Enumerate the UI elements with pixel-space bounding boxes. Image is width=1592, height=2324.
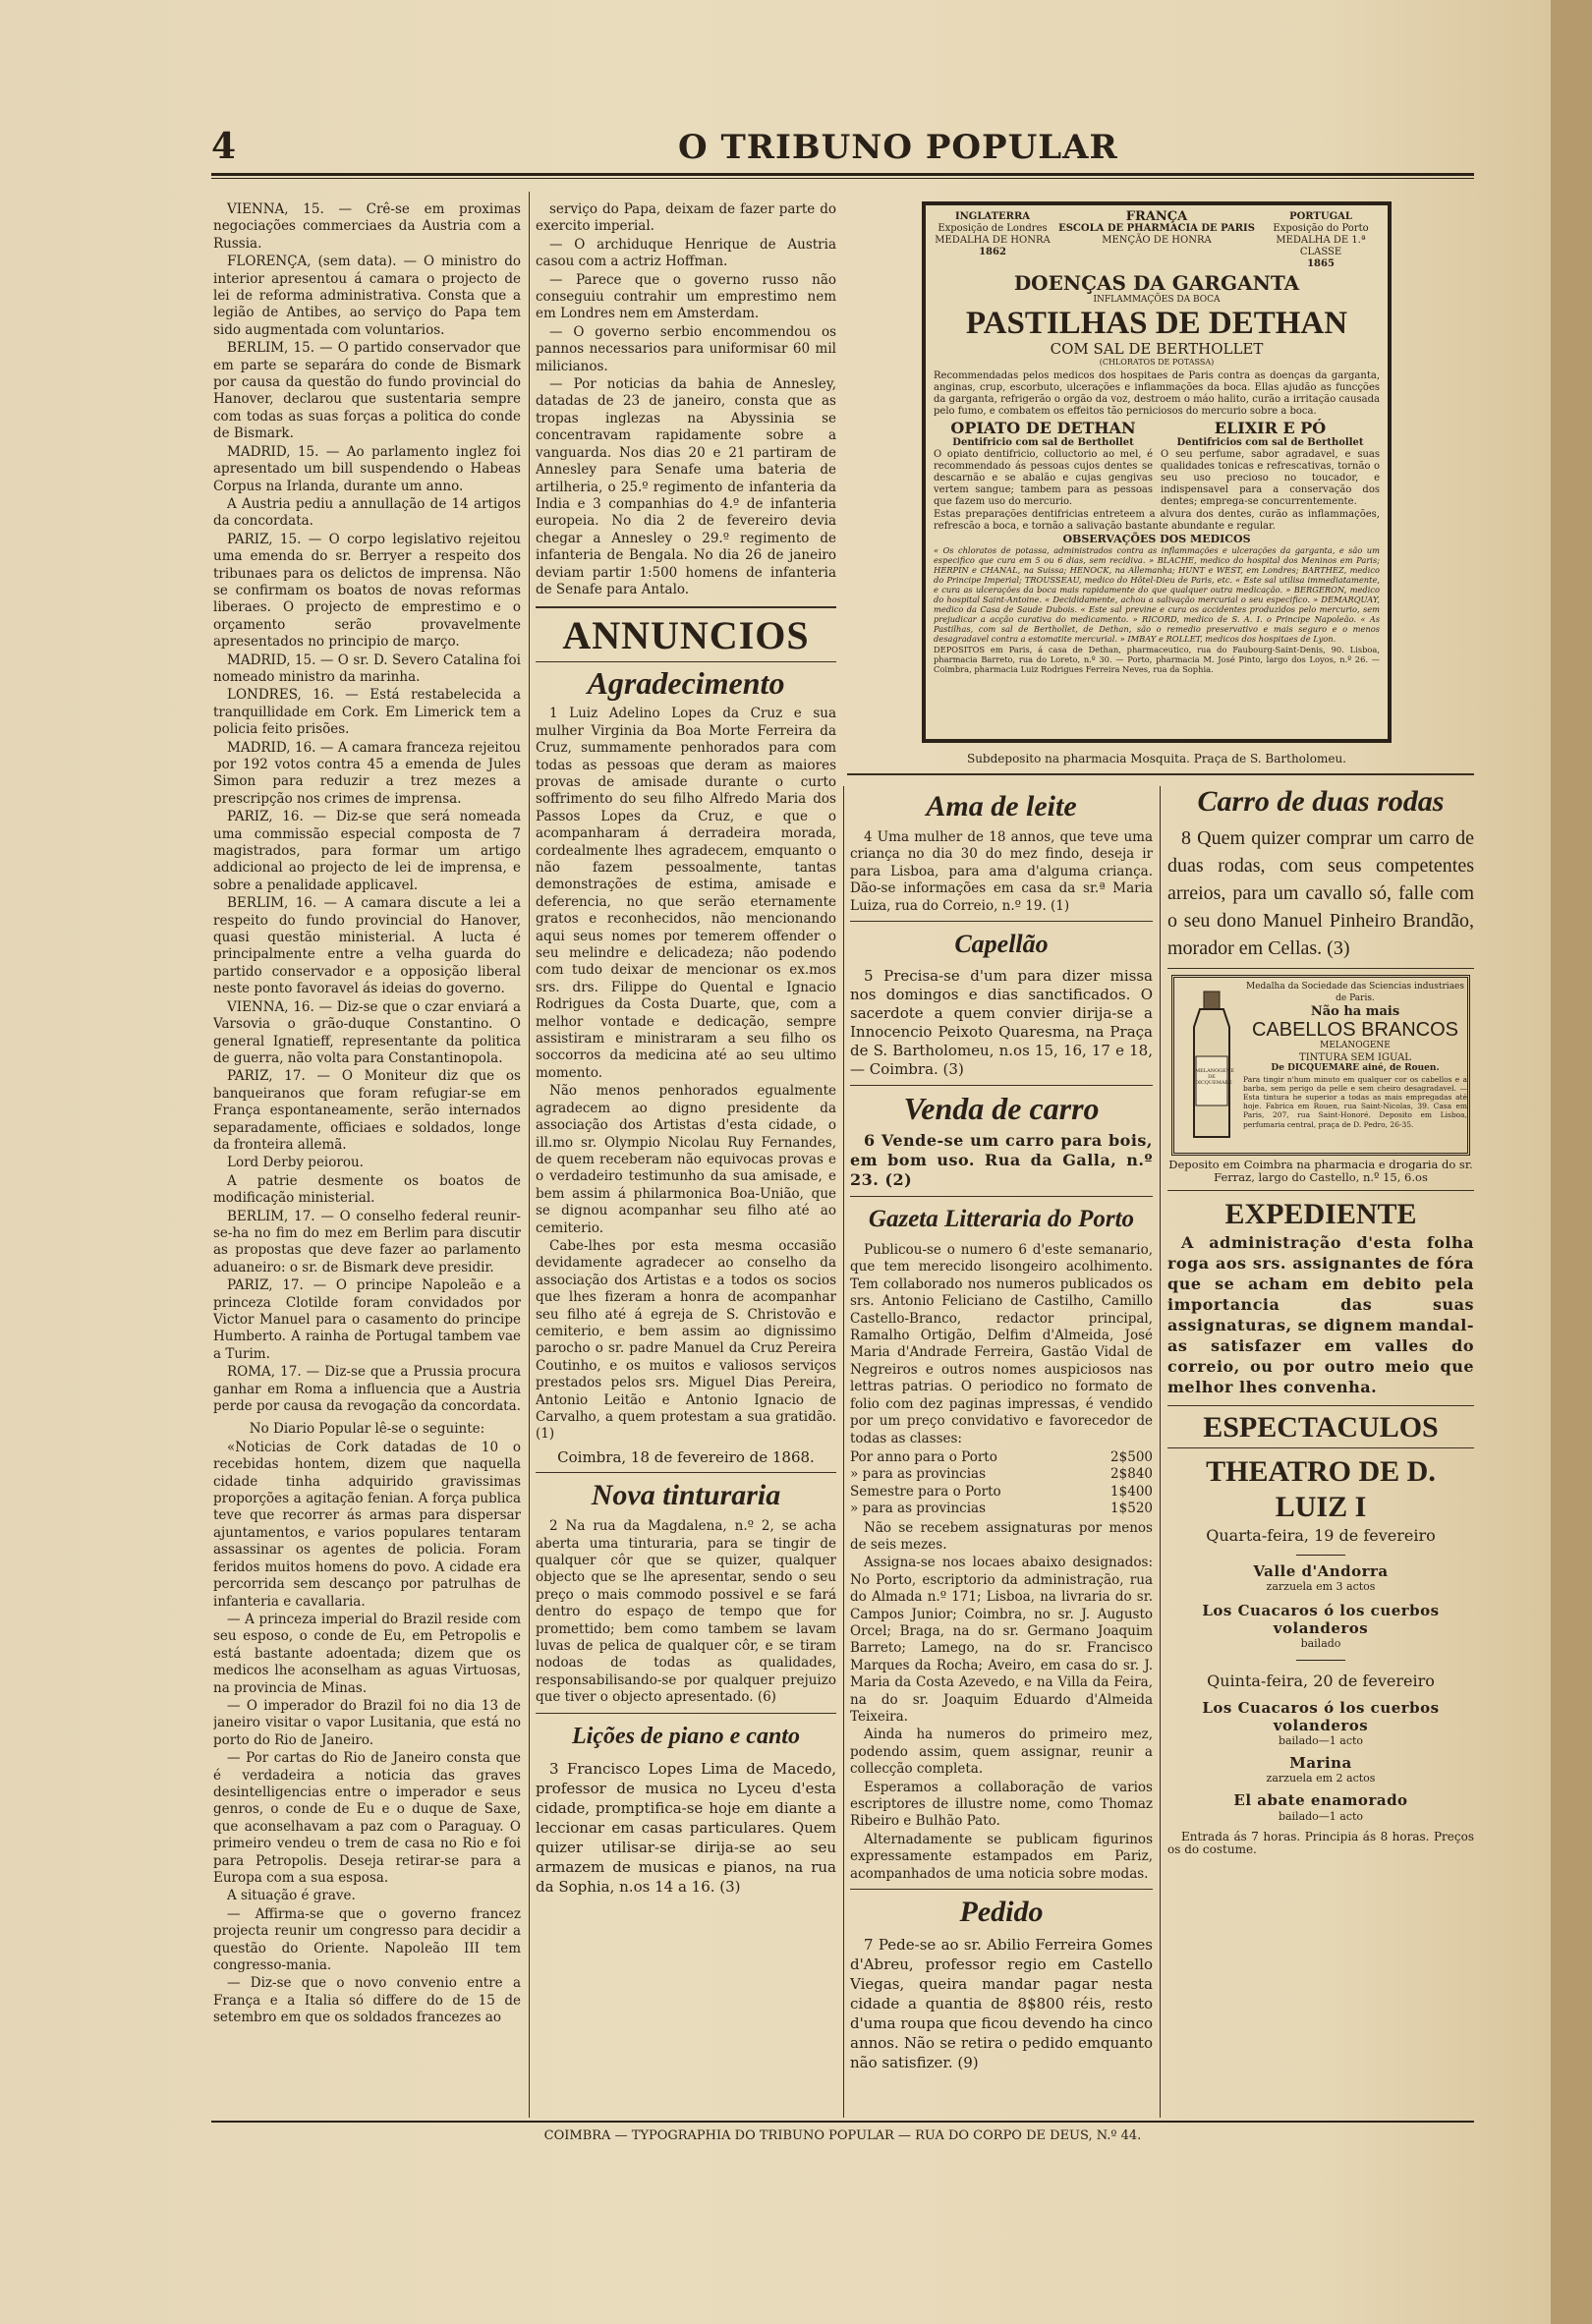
award-year: 1865 (1307, 258, 1335, 269)
show-title: Los Cuacaros ó los cuerbos volanderos (1202, 1699, 1440, 1734)
ad-title-tinturaria: Nova tinturaria (591, 1479, 781, 1512)
opiato-title: OPIATO DE DETHAN (950, 419, 1136, 437)
page-number: 4 (211, 126, 237, 167)
news-item: A situação é grave. (227, 1888, 356, 1904)
diario-excerpt (213, 1440, 521, 2027)
ad-title-capellao: Capellão (954, 930, 1049, 959)
news-item: LONDRES, 16. — Está restabelecida a tranquillidade em Cork. Em Limerick tem a policia feito prisões. (213, 687, 521, 738)
cab-deposito: Deposito em Coimbra na pharmacia e drogaria do sr. Ferraz, largo do Castello, n.º 15, 6.os (1168, 1158, 1473, 1184)
news-item: ROMA, 17. — Diz-se que a Prussia procura ganhar em Roma a influencia que a Austria perde por causa da revogação da concordata. (213, 1364, 521, 1415)
news-item: serviço do Papa, deixam de fazer parte do exercito imperial. (536, 201, 836, 235)
dethan-com-sal: COM SAL DE BERTHOLLET (1050, 340, 1264, 358)
ad-title-carro: Carro de duas rodas (1197, 785, 1445, 818)
section-rule (847, 773, 1474, 775)
price-label: » para as provincias (850, 1501, 987, 1517)
price-row (850, 1501, 1153, 1517)
footer-rule (211, 2121, 1474, 2123)
cabellos-advert (1171, 975, 1470, 1156)
news-item: — Por noticias da bahia de Annesley, datadas de 23 de janeiro, consta que as tropas inglezas na Abyssinia se concentravam rapidamente sobre a vanguarda. Nos dias 20 e 21 partiram de Annesley para Senafe uma bateria de artilheria, o 25.º regimento de infanteria da India e 3 companhias do 4.º de infanteria europeia. No dia 2 de fevereiro devia chegar a Annesley o 29.º regimento de infanteria de Bengala. No dia 26 de janeiro deviam partir 1:500 homens de infanteria de Senafe para Antalo. (536, 376, 836, 597)
ad-paragraph: Ainda ha numeros do primeiro mez, podendo assim, quem assignar, reunir a collecção completa. (850, 1727, 1153, 1778)
footer-imprint: COIMBRA — TYPOGRAPHIA DO TRIBUNO POPULAR — RUA DO CORPO DE DEUS, N.º 44. (543, 2128, 1142, 2143)
show-day: Quarta-feira, 19 de fevereiro (1206, 1526, 1436, 1545)
news-item: FLORENÇA, (sem data). — O ministro do interior apresentou á camara o projecto de lei de reforma administrativa. Consta que a legião de Antibes, ao serviço do Papa tem sido augmentada com voluntarios. (213, 254, 521, 338)
news-item: MADRID, 16. — A camara franceza rejeitou por 192 votos contra 45 a emenda de Jules Simon para reduzir a trez mezes a prescripção nos crimes de imprensa. (213, 739, 521, 807)
elixir-text: O seu perfume, sabor agradavel, e suas qualidades tonicas e refrescativas, tornão o seu uso precioso no toucador, e indispensavel para a conservação dos dentes; emprega-se concurrentemente. (1161, 449, 1380, 507)
section-rule (1167, 1405, 1474, 1406)
dethan-subdeposito: Subdeposito na pharmacia Mosquita. Praça de S. Bartholomeu. (966, 752, 1346, 765)
section-rule (1167, 968, 1474, 969)
entrada-note: Entrada ás 7 horas. Principia ás 8 horas. Preços os do costume. (1167, 1829, 1474, 1856)
show-title: El abate enamorado (1233, 1791, 1408, 1810)
page-edge (1551, 0, 1592, 2324)
ad-paragraph: Cabe-lhes por esta mesma occasião devidamente agradecer ao conselho da associação dos Artistas e a todos os socios que lhes fizeram a honra de acompanhar seu filho até á egreja de S. Christovão e cemiterio, e bem assim ao dignissimo parocho o sr. padre Manuel da Cruz Pereira Coutinho, e os muitos e valiosos serviços prestados pelos srs. Miguel Dias Pereira, Antonio Leitão e Antonio Ignacio de Carvalho, a quem protestam a sua gratidão. (1) (536, 1237, 836, 1443)
ads-column-right (1167, 781, 1474, 2113)
news-item: A patrie desmente os boatos de modificação ministerial. (213, 1172, 521, 1207)
dethan-obs: « Os chloratos de potassa, administrados contra as inflammações e ulcerações da garganta, e são um especifico que cura em 5 ou 6 dias, sem recidiva. » BLACHE, medico do hospital dos Meninos em Paris; HERPIN e CHANAL, na Suissa; HENOCK, na Allemanha; HUNT e WEST, em Londres; BARTHEZ, medico do Principe Imperial; TROUSSEAU, medico do Hôtel-Dieu de Paris, etc. « Este sal utilisa immediatamente, e cura as ulcerações da boca mais rapidamente do que qualquer outra medicação. » BERGERON, medico do hospital Saint-Antoine. « Decididamente, achou a salivação mercurial o seu especifico. » DEMARQUAY, medico da Casa de Saude Dubois. « Este sal previne e cura os accidentes produzidos pelo mercurio, sem prejudicar a acção curativa do medicamento. » RICORD, medico de S. A. I. o Principe Napoleão. « As Pastilhas, com sal de Berthollet, de Dethan, são o remedio preservativo e mais seguro e o menos desagradavel contra a estomatite mercurial. » IMBAY e ROLLET, medicos dos hospitaes de Lyon. (934, 545, 1380, 644)
dethan-doencas: DOENÇAS DA GARGANTA (1013, 271, 1300, 295)
show-day: Quinta-feira, 20 de fevereiro (1207, 1672, 1435, 1691)
news-item: — O imperador do Brazil foi no dia 13 de janeiro visitar o vapor Lusitania, que está no porto do Rio de Janeiro. (213, 1697, 521, 1748)
news-item: — A princeza imperial do Brazil reside com seu esposo, o conde de Eu, em Petropolis e está bastante adoentada; dizem que os medicos lhe aconselham as aguas Virtuosas, na provincia de Minas. (213, 1611, 521, 1696)
news-item: — Por cartas do Rio de Janeiro consta que é verdadeira a noticia das graves desintelligencias entre o imperador e seus genros, o conde de Eu e o duque de Saxe, que aconselhavam a paz com o Paraguay. O primeiro vendeu o trem de casa no Rio e foi para Petropolis. Deseja retirar-se para a Europa com a sua esposa. (213, 1750, 521, 1886)
divider (1296, 1555, 1345, 1556)
gazeta-price-list (850, 1449, 1153, 1518)
masthead: O TRIBUNO POPULAR (678, 128, 1118, 167)
award-exhibition: Exposição de Londres (938, 223, 1048, 234)
ad-paragraph: Esperamos a collaboração de varios escriptores de illustre nome, como Thomaz Ribeiro e Bulhão Pato. (850, 1779, 1153, 1830)
bottle-image (1182, 988, 1241, 1145)
show-sub: zarzuela em 3 actos (1266, 1580, 1376, 1594)
news-item: — O governo serbio encommendou os pannos necessarios para uniformisar 60 mil milicianos. (536, 323, 836, 374)
ad-date: Coimbra, 18 de fevereiro de 1868. (557, 1447, 815, 1466)
espectaculos-heading: ESPECTACULOS (1203, 1411, 1439, 1444)
show-sub: bailado—1 acto (1278, 1809, 1364, 1823)
show-sub: bailado (1300, 1637, 1341, 1651)
ad-body-pedido: 7 Pede-se ao sr. Abilio Ferreira Gomes d'Abreu, professor regio em Castello Viegas, queira mandar pagar nesta cidade a quantia de 8$800 réis, resto d'uma roupa que ficou devendo ha cinco annos. Não se retira o pedido emquanto não satisfizer. (9) (850, 1936, 1153, 2072)
ad-paragraph: Alternadamente se publicam figurinos expressamente estampados em Pariz, acompanhados de uma noticia sobre modas. (850, 1831, 1153, 1882)
news-item: VIENNA, 16. — Diz-se que o czar enviará a Varsovia o grão-duque Constantino. O general Ignatieff, representante da politica de guerra, não volta para Constantinopola. (213, 998, 521, 1066)
price-value: 2$840 (1110, 1466, 1153, 1483)
news-item: A Austria pediu a annullação de 14 artigos da concordata. (213, 495, 521, 530)
cab-tint: TINTURA SEM IGUAL (1299, 1051, 1411, 1063)
theatro-name: THEATRO DE D. LUIZ I (1206, 1455, 1436, 1523)
price-value: 2$500 (1110, 1448, 1153, 1465)
news-column (213, 201, 521, 2113)
expediente-body: A administração d'esta folha roga aos srs. assignantes de fóra que se acham em debito pela importancia das suas assignaturas, se dignem mandal-as satisfazer em valles do correio, ou por outro meio que melhor lhes convenha. (1167, 1233, 1474, 1396)
news-item: MADRID, 15. — Ao parlamento inglez foi apresentado um bill suspendendo o Habeas Corpus na Irlanda, durante um anno. (213, 443, 521, 494)
dethan-chloratos: (CHLORATOS DE POTASSA) (1099, 358, 1215, 367)
show-sub: zarzuela em 2 actos (1266, 1772, 1376, 1786)
elixir-sub: Dentifricios com sal de Berthollet (1176, 437, 1364, 448)
section-rule (850, 1889, 1153, 1890)
ad-title-agradecimento: Agradecimento (587, 665, 785, 702)
dethan-opiato (934, 420, 1153, 508)
cab-title: CABELLOS BRANCOS (1251, 1019, 1459, 1041)
cab-medal: Medalha da Sociedade das Sciencias industriaes de Paris. (1246, 982, 1464, 1003)
ad-title-venda: Venda de carro (903, 1091, 1100, 1127)
section-rule (1167, 1447, 1474, 1448)
news-item: PARIZ, 17. — O principe Napoleão e a princeza Clotilde foram convidados por Victor Manuel para o casamento do principe Humberto. A rainha de Portugal tambem vae a Turim. (213, 1277, 521, 1362)
news-continued-column (536, 201, 836, 2113)
bottle-label: MELANOGENE DE DICQUEMARE (1195, 1068, 1234, 1086)
award-england (934, 211, 1052, 270)
news-item: PARIZ, 15. — O corpo legislativo rejeitou uma emenda do sr. Berryer a respeito dos tribunaes para os delictos de imprensa. Não se confirmam os boatos de novas reformas liberaes. O projecto de emprestimo e o orçamento serão provavelmente apresentados no principio de março. (213, 531, 521, 651)
column-divider (843, 786, 844, 2118)
price-value: 1$520 (1110, 1501, 1153, 1517)
cab-nao: Não ha mais (1310, 1004, 1400, 1019)
ad-body-capellao: 5 Precisa-se d'um para dizer missa nos domingos e dias sanctificados. O sacerdote a quem convier dirija-se a Innocencio Peixoto Quaresma, na Praça de S. Bartholomeu, n.os 15, 16, 17 e 18, — Coimbra. (3) (850, 967, 1153, 1079)
ad-paragraph: Não se recebem assignaturas por menos de seis mezes. (850, 1519, 1153, 1553)
ad-paragraph: Não menos penhorados egualmente agradecem ao digno presidente da associação dos Artistas d'esta cidade, o ill.mo sr. Olympio Nicolau Ruy Fernandes, de quem receberam não equivocas provas e o verdadeiro testimunho da sua amisade, e bem assim á philarmonica Boa-União, que se dignou acompanhar seu filho até ao cemiterio. (536, 1083, 836, 1236)
award-medal: MEDALHA DE 1.ª CLASSE (1276, 235, 1366, 257)
award-portugal (1262, 211, 1380, 270)
price-row (850, 1449, 1153, 1466)
price-row (850, 1466, 1153, 1483)
show-title: Marina (1289, 1754, 1352, 1773)
ad-body-venda: 6 Vende-se um carro para bois, em bom uso. Rua da Galla, n.º 23. (2) (850, 1131, 1153, 1190)
ad-title-gazeta: Gazeta Litteraria do Porto (868, 1206, 1135, 1233)
news-item: BERLIM, 15. — O partido conservador que em parte se separára do conde de Bismark por causa da questão do fundo provincial do Hanover, declarou que sustentaria sempre com todas as suas forças a politica do conde de Bismark. (213, 340, 521, 442)
ad-body-agradecimento (536, 706, 836, 1443)
price-value: 1$400 (1110, 1483, 1153, 1500)
news-item: — Affirma-se que o governo francez projecta reunir um congresso para decidir a questão do Oriente. Napoleão III tem congresso-mania. (213, 1905, 521, 1974)
section-rule (536, 1713, 836, 1714)
column-divider (529, 192, 530, 2118)
section-rule (850, 1196, 1153, 1197)
award-country: FRANÇA (1125, 209, 1188, 224)
news-item: — Parece que o governo russo não conseguiu contrahir um emprestimo nem em Londres nem em Amsterdam. (536, 271, 836, 322)
ad-title-piano: Lições de piano e canto (572, 1723, 800, 1749)
award-country: INGLATERRA (954, 211, 1031, 222)
header-rule (211, 173, 1474, 176)
show-sub: bailado—1 acto (1278, 1734, 1364, 1748)
price-row (850, 1484, 1153, 1501)
dethan-obs-title: OBSERVAÇÕES DOS MEDICOS (1062, 533, 1251, 545)
dethan-pastilhas: PASTILHAS DE DETHAN (965, 306, 1348, 341)
dethan-elixir (1161, 420, 1380, 508)
dethan-advert (922, 201, 1392, 743)
divider (1296, 1660, 1345, 1661)
news-item: BERLIM, 16. — A camara discute a lei a respeito do fundo provincial do Hanover, quasi questão ministerial. A lucta é principalmente entre a velha guarda do partido conservador e a opposição liberal neste ponto favoravel ás ideias do governo. (213, 895, 521, 997)
award-france (1053, 211, 1260, 270)
ad-title-ama: Ama de leite (926, 790, 1077, 822)
diario-intro: No Diario Popular lê-se o seguinte: (249, 1421, 485, 1438)
elixir-title: ELIXIR E PÓ (1214, 419, 1327, 437)
award-exhibition: Exposição do Porto (1273, 223, 1369, 234)
ad-body-ama: 4 Uma mulher de 18 annos, que teve uma criança no dia 30 do mez findo, deseja ir para Lisboa, para ama d'alguma criança. Dão-se informações em casa da sr.ª Maria Luiza, rua do Correio, n.º 19. (1) (850, 829, 1153, 914)
annuncios-heading: ANNUNCIOS (562, 613, 810, 658)
page-header (211, 126, 1474, 175)
cab-text: Para tingir n'hum minuto em qualquer cor os cabellos e a barba, sem perigo da pelle e sem cheiro desagradavel. — Esta tintura he superior a todas as mais empregadas até hoje. Fabrica em Rouen, rua Saint-Nicolas, 39. Casa em Paris, 207, rua Saint-Honoré. Deposito em Lisboa, perfumaria central, praça de D. Pedro, 26-35. (1243, 1074, 1467, 1129)
cab-mel: MELANOGENE (1320, 1041, 1391, 1050)
ad-paragraph: Assigna-se nos locaes abaixo designados: No Porto, escriptorio da administração, rua do Almada n.º 171; Lisboa, na livraria do sr. Campos Junior; Coimbra, no sr. J. Augusto Orcel; Braga, na do sr. Germano Joaquim Barreto; Lamego, na do sr. Francisco Marques da Rocha; Aveiro, em casa do sr. J. Maria da Costa Azevedo, e na Villa da Feira, na do sr. Joaquim Eduardo d'Almeida Teixeira. (850, 1555, 1153, 1725)
price-label: Por anno para o Porto (850, 1448, 997, 1465)
award-year: 1862 (979, 247, 1006, 257)
news-item: PARIZ, 16. — Diz-se que será nomeada uma commissão especial composta de 7 magistrados, para formar um artigo addicional ao projecto de lei de imprensa, e sobre a penalidade applicavel. (213, 809, 521, 893)
section-rule (850, 1085, 1153, 1086)
show-title: Valle d'Andorra (1253, 1562, 1389, 1580)
award-school: ESCOLA DE PHARMACIA DE PARIS (1058, 223, 1255, 234)
news-item: Lord Derby peiorou. (227, 1155, 364, 1171)
ad-title-pedido: Pedido (959, 1896, 1044, 1929)
dethan-estas: Estas preparações dentifricias entreteem a alvura dos dentes, curão as inflammações, refrescão a boca, e tornão a salivação bastante abundante e regular. (934, 509, 1380, 532)
ad-body-piano: 3 Francisco Lopes Lima de Macedo, professor de musica no Lyceu d'esta cidade, promptifica-se hoje em diante a leccionar em casas particulares. Quem quizer utilisar-se dirija-se ao seu armazem de musicas e pianos, na rua da Sophia, n.os 14 a 16. (3) (536, 1759, 836, 1896)
ad-body-gazeta: Publicou-se o numero 6 d'este semanario, que tem merecido lisongeiro acolhimento. Tem collaborado nos numeros publicados os srs. Antonio Feliciano de Castilho, Camillo Castello-Branco, redactor principal, Ramalho Ortigão, Delfim d'Almeida, José Maria d'Andrade Ferreira, Gastão Vidal de Negreiros e outros nomes auspiciosos nas lettras patrias. O periodico no formato de folio com dez paginas impressas, é vendido por um preço convidativo e favorecedor de todas as classes: (850, 1242, 1153, 1446)
news-item: MADRID, 15. — O sr. D. Severo Catalina foi nomeado ministro da marinha. (213, 652, 521, 685)
price-label: » para as provincias (850, 1466, 987, 1483)
news-item: «Noticias de Cork datadas de 10 o recebidas hontem, dizem que naquella cidade tinha adquirido gravissimas proporções a agitação fenian. A força publica teve que recorrer ás armas para dispersar ajuntamentos, e varios populares tentaram assassinar os agentes de policia. Foram feridos muitos homens do povo. A cidade era percorrida sem descanço por patrulhas de infanteria e cavallaria. (213, 1439, 521, 1610)
news-item: BERLIM, 17. — O conselho federal reunir-se-ha no fim do mez em Berlim para discutir as propostas que deve fazer ao parlamento aduaneiro: o sr. de Bismark deve presidir. (213, 1208, 521, 1275)
expediente-heading: EXPEDIENTE (1224, 1198, 1417, 1230)
award-country: PORTUGAL (1289, 211, 1352, 222)
news-item: — O archiduque Henrique de Austria casou com a actriz Hoffman. (536, 236, 836, 270)
gazeta-more (850, 1520, 1153, 1884)
award-mention: MENÇÃO DE HONRA (1102, 235, 1212, 246)
section-rule (536, 661, 836, 662)
section-rule (850, 921, 1153, 922)
section-rule (536, 606, 836, 608)
ad-body-carro: 8 Quem quizer comprar um carro de duas rodas, com seus competentes arreios, para um cavallo só, falle com o seu dono Manuel Pinheiro Brandão, morador em Cellas. (3) (1167, 827, 1474, 959)
section-rule (536, 1472, 836, 1473)
dethan-inflam: INFLAMMAÇÕES DA BOCA (1093, 295, 1221, 305)
telegram-news-list (213, 201, 521, 1415)
award-medal: MEDALHA DE HONRA (935, 235, 1051, 246)
ad-paragraph: 1 Luiz Adelino Lopes da Cruz e sua mulher Virginia da Boa Morte Ferreira da Cruz, summamente penhorados para com todas as pessoas que deram as maiores provas de amisade durante o curto soffrimento do seu filho Alfredo Maria dos Passos Lopes da Cruz, e que o acompanharam á derradeira morada, cordealmente lhes agradecem, emquanto o não fazem pessoalmente, tantas demonstrações de estima, amisade e deferencia, no que serão eternamente gratos e reconhecidos, não mencionando aqui seus nomes por temerem offender o seu melindre e delicadeza; não podendo com tudo deixar de mencionar os ex.mos srs. drs. Filippe do Quental e Ignacio Rodrigues da Costa Duarte, que, com a melhor vontade e dedicação, sempre assistiram e ministraram a seu filho os soccorros da medicina até ao seu ultimo momento. (536, 706, 836, 1081)
news-item: VIENNA, 15. — Crê-se em proximas negociações commerciaes da Austria com a Russia. (213, 201, 521, 252)
section-rule (1167, 1190, 1474, 1191)
column-divider (1160, 786, 1161, 2118)
news-item: — Diz-se que o novo convenio entre a França e a Italia só differe do de 15 de setembro em que os soldados francezes ao (213, 1975, 521, 2026)
cabellos-text (1243, 982, 1467, 1129)
opiato-sub: Dentifricio com sal de Berthollet (952, 437, 1134, 448)
cab-de: De DICQUEMARE ainé, de Rouen. (1271, 1063, 1440, 1073)
show-title: Los Cuacaros ó los cuerbos volanderos (1202, 1602, 1440, 1637)
ad-body-tinturaria: 2 Na rua da Magdalena, n.º 2, se acha aberta uma tinturaria, para se tingir de qualquer côr que se quizer, qualquer objecto que se lhe apresentar, sendo o seu preço o mais commodo possivel e se fará dentro do espaço de tempo que for promettido; bem como tambem se lavam luvas de pelica de qualquer côr, e se tiram nodoas de todas as qualidades, responsabilisando-se por qualquer prejuizo que tiver o objecto apresentado. (6) (536, 1518, 836, 1706)
ads-column (850, 786, 1153, 2113)
opiato-text: O opiato dentifricio, colluctorio ao mel, é recommendado ás pessoas cujos dentes se descarnão e se abalão e cujas gengivas vertem sangue; tambem para as pessoas que fazem uso do mercurio. (934, 449, 1153, 507)
news-continued (536, 201, 836, 598)
header-rule-thin (211, 178, 1474, 179)
dethan-depositos: DEPOSITOS em Paris, á casa de Dethan, pharmaceutico, rua do Faubourg-Saint-Denis, 90. Lisboa, pharmacia Barreto, rua do Loreto, n.º 30. — Porto, pharmacia M. José Pinto, largo dos Loyos, n.º 26. — Coimbra, pharmacia Luiz Rodrigues Ferreira Neves, rua da Sophia. (934, 645, 1380, 674)
news-item: PARIZ, 17. — O Moniteur diz que os banqueiranos que foram refugiar-se em França espontaneamente, serão internados separadamente, officiaes e soldados, longe da fronteira allemã. (213, 1068, 521, 1153)
dethan-recommend: Recommendadas pelos medicos dos hospitaes de Paris contra as doenças da garganta, anginas, crup, escorbuto, ulcerações e inflammações da boca. Ellas ajudão as funcções da garganta, refrigerão o orgão da voz, destroem o máo halito, curão a irritação causada pelo fumo, e combatem os effeitos tão perniciosos do mercurio sobre a boca. (934, 370, 1380, 417)
price-label: Semestre para o Porto (850, 1483, 1001, 1500)
